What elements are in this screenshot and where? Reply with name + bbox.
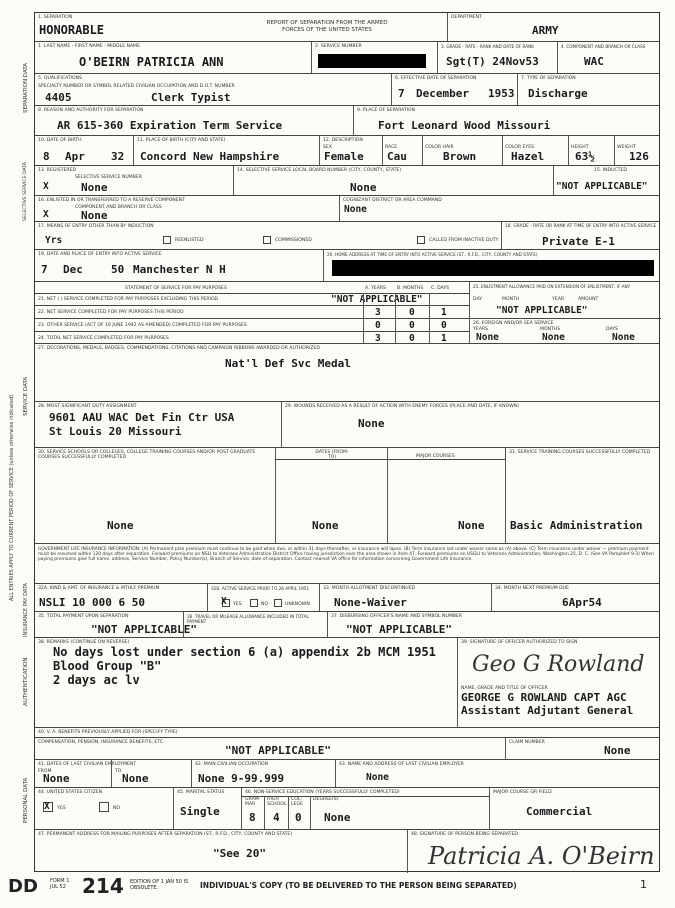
assignment-line-1: 9601 AAU WAC Det Fin Ctr USA (49, 411, 235, 424)
qualifications-label: 5. QUALIFICATIONS (38, 76, 82, 81)
dob-month: Apr (65, 150, 85, 163)
line23-label: 23. OTHER SERVICE (ACT OF 16 JUNE 1942 AS AMENDED) COMPLETED FOR PAY PURPOSES (38, 323, 247, 328)
assignment-line-2: St Louis 20 Missouri (49, 425, 182, 438)
pay-line-22 (35, 305, 469, 318)
enlistment-allowance-value: "NOT APPLICABLE" (496, 305, 588, 316)
line24-months: 0 (409, 333, 415, 344)
enlisted-reserve-label: 16. ENLISTED IN OR TRANSFERRED TO A RESERVE COMPONENT (38, 198, 185, 203)
effective-day: 7 (398, 87, 405, 100)
commissioned-checkbox (263, 236, 271, 244)
grade-cell (437, 42, 557, 73)
department-label: DEPARTMENT (451, 15, 482, 20)
name-label: 1. LAST NAME - FIRST NAME - MIDDLE NAME (38, 44, 141, 49)
reenlisted-label: REENLISTED (175, 238, 204, 243)
height-label: HEIGHT (571, 145, 589, 150)
description-cell (319, 136, 661, 165)
called-checkbox (417, 236, 425, 244)
fs-days-value: None (612, 332, 635, 343)
wounds-value: None (358, 417, 385, 430)
fs-years-value: None (476, 332, 499, 343)
enlist-day-label: DAY (473, 297, 483, 302)
major-courses-cell (387, 448, 505, 543)
entry-month: Dec (63, 263, 83, 276)
enlisted-reserve-mark: X (43, 209, 49, 220)
department-cell (447, 13, 661, 41)
remarks-row (35, 637, 659, 727)
years-col-label: A. YEARS (365, 286, 386, 291)
race-cell (382, 136, 422, 165)
training-value: Basic Administration (510, 519, 643, 532)
side-selective-service: SELECTIVE SERVICE DATA (23, 162, 28, 221)
wounds-label: 29. WOUNDS RECEIVED AS A RESULT OF ACTION WITH ENEMY FORCES (PLACE AND DATE, IF KNOWN) (285, 404, 519, 409)
citizen-yes-mark: X (44, 801, 50, 812)
grade-entry-cell (501, 222, 661, 249)
insurance-kind-value: NSLI 10 000 6 50 (39, 596, 145, 609)
local-board-value: None (350, 181, 377, 194)
va-row (35, 727, 659, 759)
home-address-cell (323, 250, 661, 281)
dates-label: DATES (FROM-TO) (315, 450, 349, 460)
prior-unknown-checkbox (274, 599, 282, 607)
citizen-no-label: NO (113, 806, 121, 811)
employer-value: None (366, 772, 389, 783)
remarks-line-3: 2 days ac lv (53, 673, 140, 687)
degree-value: None (324, 811, 351, 824)
local-board-cell (233, 166, 553, 195)
header-row (35, 13, 659, 41)
home-address-label: 20. HOME ADDRESS AT TIME OF ENTRY INTO ACTIVE SERVICE (ST., R.F.D., CITY, COUNTY AND STATE) (327, 252, 538, 257)
education-cell (241, 788, 489, 829)
prior-yes-label: YES (233, 602, 242, 607)
line24-label: 24. TOTAL NET SERVICE COMPLETED FOR PAY PURPOSES (38, 336, 169, 341)
degree-label: DEGREE(S) (313, 797, 339, 802)
next-premium-label: 34. MONTH NEXT PREMIUM DUE (495, 586, 569, 591)
schools-value: None (107, 519, 134, 532)
name-row (35, 41, 659, 73)
type-separation-cell (517, 74, 661, 105)
next-premium-cell (491, 584, 661, 611)
cognizant-cell (339, 196, 661, 221)
birth-row (35, 135, 659, 165)
height-cell (568, 136, 614, 165)
place-separation-value: Fort Leonard Wood Missouri (378, 119, 551, 132)
grammar-label: GRAM-MAR (245, 797, 261, 807)
to-value: None (122, 772, 149, 785)
college-value: 0 (295, 811, 302, 824)
specialty-label: SPECIALTY NUMBER OR SYMBOL RELATED CIVILIAN OCCUPATION AND D.O.T. NUMBER (38, 84, 235, 89)
total-payment-label: 35. TOTAL PAYMENT UPON SEPARATION (38, 614, 129, 619)
officer-name: GEORGE G ROWLAND CAPT AGC (461, 691, 627, 704)
eyes-label: COLOR EYES (505, 145, 535, 150)
disbursing-cell (327, 612, 661, 637)
prior-no-label: NO (261, 602, 269, 607)
type-separation-label: 7. TYPE OF SEPARATION (521, 76, 576, 81)
redacted-service-number (318, 54, 426, 68)
foreign-service-box (470, 318, 661, 344)
dob-day: 8 (43, 150, 50, 163)
footer-form-number: 214 (82, 874, 124, 898)
reenlisted-checkbox (163, 236, 171, 244)
enlist-month-label: MONTH (502, 297, 520, 302)
footer-copy: INDIVIDUAL'S COPY (TO BE DELIVERED TO THE PERSON BEING SEPARATED) (200, 881, 517, 890)
effective-year: 1953 (488, 87, 515, 100)
schools-header-line (275, 459, 505, 460)
footer-page-number: 1 (640, 878, 647, 891)
enlistment-allowance-cell (469, 282, 661, 343)
prior-service-cell (207, 584, 319, 611)
ssn-label: SELECTIVE SERVICE NUMBER (75, 175, 142, 180)
line21-value: "NOT APPLICABLE" (331, 294, 423, 305)
line22-label: 22. NET SERVICE COMPLETED FOR PAY PURPOSES THIS PERIOD (38, 310, 184, 315)
effective-date-cell (391, 74, 517, 105)
dates-value: None (312, 519, 339, 532)
line24-days: 1 (441, 333, 447, 344)
enlistment-allowance-label: 25. ENLISTMENT ALLOWANCE PAID ON EXTENSION OF ENLISTMENT, IF ANY (473, 284, 631, 289)
disbursing-label: 37. DISBURSING OFFICER'S NAME AND SYMBOL NUMBER (331, 614, 463, 619)
major-field-value: Commercial (526, 805, 593, 818)
race-label: RACE (385, 145, 398, 150)
entry-row (35, 249, 659, 281)
pay-divider-b (395, 293, 396, 344)
ssn-value: None (81, 181, 108, 194)
college-label: COL-LEGE (291, 797, 303, 807)
pob-value: Concord New Hampshire (140, 150, 280, 163)
prior-unknown-label: UNKNOWN (285, 602, 310, 607)
disbursing-value: "NOT APPLICABLE" (346, 623, 452, 636)
prior-no-checkbox (250, 599, 258, 607)
education-header-line (242, 796, 490, 797)
grade-label: 3. GRADE - RATE - RANK AND DATE OF RANK (441, 44, 534, 49)
claim-label: CLAIM NUMBER (509, 740, 545, 745)
insurance-info-row (35, 543, 659, 583)
height-value: 63½ (575, 150, 595, 163)
line23-days: 0 (441, 320, 447, 331)
person-signature-cell (407, 830, 661, 873)
description-label: 12. DESCRIPTION (323, 138, 363, 143)
dob-year: 32 (111, 150, 125, 163)
claim-value: None (604, 744, 631, 757)
means-entry-value: Yrs (45, 235, 63, 246)
personal-row (35, 787, 659, 829)
travel-cell (183, 612, 327, 637)
comp-branch-label: COMPONENT AND BRANCH OR CLASS (75, 205, 162, 210)
officer-signature: Geo G Rowland (472, 652, 645, 677)
cognizant-value: None (344, 204, 367, 215)
grade-entry-label: 18. GRADE - RATE OR RANK AT TIME OF ENTRY INTO ACTIVE SERVICE (505, 224, 657, 229)
fs-days-label: DAYS (606, 327, 618, 332)
edu-divider-1 (264, 796, 265, 830)
high-school-label: HIGH SCHOOL (267, 797, 287, 807)
reserve-row (35, 195, 659, 221)
schools-row (35, 447, 659, 543)
education-label: 46. NON-SERVICE EDUCATION (YEARS SUCCESSFULLY COMPLETED) (245, 790, 400, 795)
component-value: WAC (584, 55, 604, 68)
eyes-cell (502, 136, 568, 165)
claim-cell (505, 738, 661, 760)
schools-label: 30. SERVICE SCHOOLS OR COLLEGES, COLLEGE TRAINING COURSES AND/OR POST GRADUATE COURSES SUCCESSFULLY COMPLETED (38, 450, 256, 460)
insurance-info-text: GOVERNMENT LIFE INSURANCE INFORMATION: (A) Permanent plan premium must continue to be paid when due, or within 31 days thereafter, or insurance will lapse. (B) Term insurance not under waiver same as (A) above. (C) Term insurance under waiver — premium payment must be resumed within 120 days after separation. Forward premiums on NSLI to Veterans Administration District Office having jurisdiction over the area shown in item 47. Forward premiums on USGLI to Veterans Administration, Washington 25, D. C. (See VA Pamphlet 9-3) When paying premiums give full name, address, Service Number, Policy Number(s), Branch of Service, date of separation. Contact nearest VA office for information concerning Government Life Insurance. (38, 547, 654, 563)
allotment-cell (319, 584, 491, 611)
type-separation-value: Discharge (528, 87, 588, 100)
line22-months: 0 (409, 307, 415, 318)
citizen-yes-label: YES (57, 806, 66, 811)
line24-years: 3 (375, 333, 381, 344)
main-occupation-label: 42. MAIN CIVILIAN OCCUPATION (195, 762, 269, 767)
to-label: TO (115, 769, 122, 774)
redacted-home-address (332, 260, 654, 276)
registered-mark: X (43, 181, 49, 192)
remarks-label: 38. REMARKS (CONTINUE ON REVERSE) (38, 640, 130, 645)
remarks-line-2: Blood Group "B" (53, 659, 162, 673)
pay-divider-a (363, 293, 364, 344)
reason-value: AR 615-360 Expiration Term Service (57, 119, 283, 132)
assignment-label: 28. MOST SIGNIFICANT DUTY ASSIGNMENT (38, 404, 137, 409)
va-benefits-line (35, 737, 659, 760)
hair-label: COLOR HAIR (425, 145, 454, 150)
insurance-row (35, 583, 659, 611)
pob-cell (133, 136, 319, 165)
foreign-service-label: 26. FOREIGN AND/OR SEA SERVICE (473, 321, 554, 326)
remarks-line-1: No days lost under section 6 (a) appendix 2b MCM 1951 (53, 645, 436, 659)
reason-row (35, 105, 659, 135)
months-col-label: B. MONTHS (397, 286, 424, 291)
insurance-kind-label: 32A. KIND & AMT. OF INSURANCE & MTHLY. PREMIUM (38, 586, 160, 591)
selective-row (35, 165, 659, 195)
from-value: None (43, 772, 70, 785)
assignment-row (35, 401, 659, 447)
marital-cell (173, 788, 241, 829)
marital-value: Single (180, 805, 220, 818)
line23-years: 0 (375, 320, 381, 331)
dd214-form (9, 12, 660, 872)
pay-divider-c (429, 293, 430, 344)
race-value: Cau (387, 150, 407, 163)
fs-months-value: None (542, 332, 565, 343)
travel-label: 36. TRAVEL OR MILEAGE ALLOWANCE INCLUDED IN TOTAL PAYMENT (187, 614, 309, 624)
effective-date-label: 6. EFFECTIVE DATE OF SEPARATION (395, 76, 477, 81)
citizen-no-checkbox (99, 802, 109, 812)
officer-signature-label: 39. SIGNATURE OF OFFICER AUTHORIZED TO SIGN (461, 640, 578, 645)
va-value: "NOT APPLICABLE" (225, 744, 331, 757)
side-personal-data: PERSONAL DATA (23, 777, 29, 823)
next-premium-value: 6Apr54 (562, 596, 602, 609)
to-cell (111, 760, 191, 787)
decorations-label: 27. DECORATIONS, MEDALS, BADGES, COMMENDATIONS, CITATIONS AND CAMPAIGN RIBBONS AWARDED OR AUTHORIZED (38, 346, 320, 351)
place-separation-cell (353, 106, 661, 135)
means-entry-row (35, 221, 659, 249)
separation-type: HONORABLE (39, 23, 105, 37)
days-col-label: C. DAYS (431, 286, 450, 291)
edu-divider-2 (288, 796, 289, 830)
person-signature-label: 48. SIGNATURE OF PERSON BEING SEPARATED (411, 832, 518, 837)
hair-cell (422, 136, 502, 165)
entry-year: 50 (111, 263, 125, 276)
employer-cell (335, 760, 661, 787)
permanent-address-row (35, 829, 659, 873)
called-label: CALLED FROM INACTIVE DUTY (429, 238, 499, 243)
dates-cell (275, 448, 387, 543)
sex-value: Female (324, 150, 364, 163)
grade-value: Sgt(T) 24Nov53 (446, 55, 539, 68)
permanent-address-label: 47. PERMANENT ADDRESS FOR MAILING PURPOSES AFTER SEPARATION (ST., R.F.D., CITY, COUNTY AND STATE) (38, 832, 293, 837)
marital-label: 45. MARITAL STATUS (177, 790, 225, 795)
separation-label: 1. SEPARATION (38, 15, 73, 20)
component-cell (557, 42, 661, 73)
main-occupation-cell (191, 760, 335, 787)
means-entry-label: 17. MEANS OF ENTRY OTHER THAN BY INDUCTION (38, 224, 154, 229)
comp-branch-value: None (81, 209, 108, 222)
department-value: ARMY (532, 24, 559, 37)
effective-month: December (416, 87, 469, 100)
reason-label: 8. REASON AND AUTHORITY FOR SEPARATION (38, 108, 144, 113)
officer-signature-cell (457, 638, 661, 727)
cognizant-label: COGNIZANT DISTRICT OR AREA COMMAND (343, 198, 442, 203)
service-number-label: 2. SERVICE NUMBER (315, 44, 362, 49)
pay-line-23 (35, 318, 469, 331)
va-comp-label: COMPENSATION, PENSION, INSURANCE BENEFITS, ETC. (38, 740, 165, 745)
weight-label: WEIGHT (617, 145, 636, 150)
sex-label: SEX (323, 145, 332, 150)
commissioned-label: COMMISSIONED (275, 238, 312, 243)
major-courses-label: MAJOR COURSES (416, 454, 455, 459)
qualifications-row (35, 73, 659, 105)
permanent-address-value: "See 20" (213, 847, 266, 860)
dob-label: 10. DATE OF BIRTH (38, 138, 82, 143)
weight-cell (614, 136, 662, 165)
line21-label: 21. NET ( ) SERVICE COMPLETED FOR PAY PURPOSES EXCLUDING THIS PERIOD (38, 297, 219, 302)
officer-name-label: NAME, GRADE AND TITLE OF OFFICER (461, 686, 548, 691)
side-authentication: AUTHENTICATION (23, 657, 29, 707)
payment-row (35, 611, 659, 637)
place-separation-label: 9. PLACE OF SEPARATION (357, 108, 416, 113)
entry-day: 7 (41, 263, 48, 276)
prior-yes-mark: X (221, 596, 227, 607)
edu-divider-3 (310, 796, 311, 830)
hair-value: Brown (443, 150, 477, 163)
total-payment-value: "NOT APPLICABLE" (91, 623, 197, 636)
enlist-year-label: YEAR (552, 297, 565, 302)
side-separation-data: SEPARATION DATA (23, 63, 29, 113)
main-occupation-value: None 9-99.999 (198, 772, 285, 785)
service-number-cell (311, 42, 437, 73)
allotment-value: None-Waiver (334, 596, 407, 609)
pay-statement-row (35, 281, 659, 343)
line22-years: 3 (375, 307, 381, 318)
fs-years-label: YEARS (473, 327, 488, 332)
footer-form-label: FORM 1 JUL 52 (50, 878, 70, 890)
eyes-value: Hazel (511, 150, 545, 163)
side-service-data: SERVICE DATA (23, 376, 29, 416)
inducted-label: 15. INDUCTED (594, 168, 627, 173)
training-cell (505, 448, 661, 543)
side-insurance: INSURANCE PAY DATA (23, 583, 29, 637)
major-field-cell (489, 788, 661, 829)
employer-label: 43. NAME AND ADDRESS OF LAST CIVILIAN EMPLOYER (339, 762, 464, 767)
inducted-value: "NOT APPLICABLE" (556, 181, 648, 192)
training-label: 31. SERVICE TRAINING COURSES SUCCESSFULLY COMPLETED (509, 450, 651, 455)
inducted-cell (553, 166, 661, 195)
pay-statement-label: STATEMENT OF SERVICE FOR PAY PURPOSES (125, 286, 227, 291)
citizen-label: 44. UNITED STATES CITIZEN (38, 790, 103, 795)
form-title: REPORT OF SEPARATION FROM THE ARMED FORCES OF THE UNITED STATES (266, 20, 388, 33)
enlist-amount-label: AMOUNT (578, 297, 599, 302)
decorations-row (35, 343, 659, 401)
registered-label: 13. REGISTERED (38, 168, 77, 173)
civilian-dates-label: 41. DATES OF LAST CIVILIAN EMPLOYMENT (38, 762, 137, 767)
pay-line-21 (35, 293, 469, 305)
high-school-value: 4 (273, 811, 280, 824)
grammar-value: 8 (249, 811, 256, 824)
fs-months-label: MONTHS (540, 327, 561, 332)
local-board-label: 14. SELECTIVE SERVICE LOCAL BOARD NUMBER (CITY, COUNTY, STATE) (237, 168, 402, 173)
component-label: 4. COMPONENT AND BRANCH OR CLASS (561, 44, 646, 49)
prior-service-label: 32B. ACTIVE SERVICE PRIOR TO 26 APRIL 1951 (211, 586, 310, 591)
civilian-occupation: Clerk Typist (151, 91, 231, 104)
decorations-value: Nat'l Def Svc Medal (225, 357, 351, 370)
major-field-label: MAJOR COURSE OR FIELD (493, 790, 552, 795)
entry-place: Manchester N H (133, 263, 226, 276)
specialty-number: 4405 (45, 91, 72, 104)
person-signature: Patricia A. O'Beirn (428, 842, 655, 870)
entry-label: 19. DATE AND PLACE OF ENTRY INTO ACTIVE SERVICE (38, 252, 162, 257)
allotment-label: 33. MONTH ALLOTMENT DISCONTINUED (323, 586, 416, 591)
footer-dd: DD (8, 876, 38, 897)
weight-value: 126 (629, 150, 649, 163)
va-label: 40. V. A. BENEFITS PREVIOUSLY APPLIED FOR (SPECIFY TYPE) (38, 730, 178, 735)
footer-edition: EDITION OF 1 JAN 50 IS OBSOLETE. (130, 879, 189, 891)
civilian-row (35, 759, 659, 787)
pob-label: 11. PLACE OF BIRTH (CITY AND STATE) (137, 138, 226, 143)
line23-months: 0 (409, 320, 415, 331)
major-courses-value: None (458, 519, 485, 532)
wounds-cell (281, 402, 661, 447)
from-label: FROM (38, 769, 52, 774)
line22-days: 1 (441, 307, 447, 318)
name-value: O'BEIRN PATRICIA ANN (79, 55, 224, 69)
grade-entry-value: Private E-1 (542, 235, 615, 248)
side-all-entries: ALL ENTRIES APPLY TO CURRENT PERIOD OF SERVICE (unless otherwise indicated) (9, 394, 15, 602)
officer-title: Assistant Adjutant General (461, 704, 634, 717)
